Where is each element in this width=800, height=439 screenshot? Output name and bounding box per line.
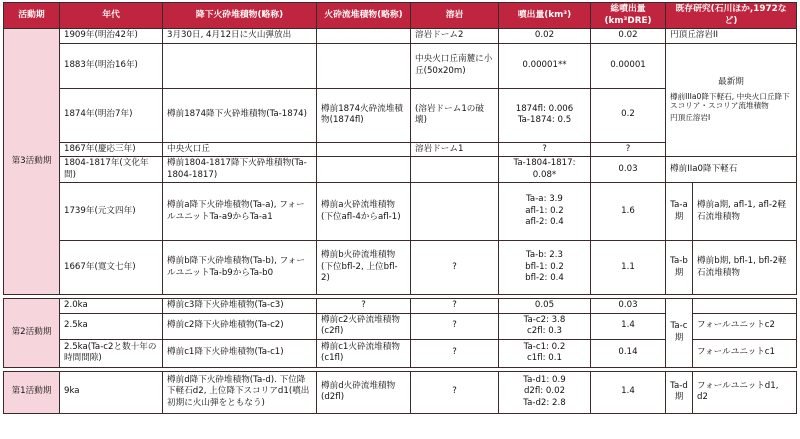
period-label: 第2活動期 [4,299,60,368]
cell-tephra: 樽前c1降下火砕堆積物(Ta-c1) [163,339,317,367]
col-header-total: 総噴出量(km³DRE) [591,3,666,29]
cell-flow: 樽前a火砕流堆積物(下位afl-4からafl-1) [317,183,411,241]
table-row [4,43,797,88]
cell-volume: ? [499,142,591,157]
cell-total: 0.2 [591,88,666,142]
col-header-lava: 溶岩 [411,3,499,29]
cell-flow: 樽前c1火砕流堆積物(c1fl) [317,339,411,367]
cell-volume: 0.02 [499,29,591,44]
cell-total: 1.4 [591,371,666,413]
eruption-history-table [3,2,797,414]
cell-volume: Ta-d1: 0.9 d2fl: 0.02 Ta-d2: 2.8 [499,371,591,413]
cell-tephra: 中央火口丘 [163,142,317,157]
col-header-prior-research: 既存研究(石川ほか,1972など) [666,3,797,29]
cell-age: 1874年(明治7年) [60,88,163,142]
cell-prior: 樽前b期, bfl-1, bfl-2軽石流堆積物 [693,241,797,295]
cell-total: ? [591,142,666,157]
cell-volume: 0.00001** [499,43,591,88]
cell-lava: ? [411,339,499,367]
cell-lava: 溶岩ドーム2 [411,29,499,44]
cell-prior [693,299,797,314]
cell-prior-group: Ta-d期 [666,371,693,413]
cell-volume: Ta-a: 3.9 afl-1: 0.2 afl-2: 0.4 [499,183,591,241]
cell-flow [317,43,411,88]
cell-total: 0.03 [591,299,666,314]
cell-age: 2.5ka [60,313,163,339]
cell-prior-group: Ta-c期 [666,299,693,368]
cell-flow: 樽前1874火砕流堆積物(1874fl) [317,88,411,142]
cell-lava: ? [411,313,499,339]
col-header-tephra: 降下火砕堆積物(略称) [163,3,317,29]
cell-prior: フォールユニットc1 [693,339,797,367]
cell-flow: 樽前c2火砕流堆積物(c2fl) [317,313,411,339]
cell-volume: Ta-1804-1817: 0.08* [499,157,591,183]
cell-prior: フォールユニットd1, d2 [693,371,797,413]
table-row [4,371,797,413]
table-row [4,157,797,183]
cell-flow: 樽前b火砕流堆積物(下位bfl-2, 上位bfl-2) [317,241,411,295]
cell-prior-group: Ta-a期 [666,183,693,241]
cell-age: 2.0ka [60,299,163,314]
prior-group-label: 最新期 [718,77,744,88]
cell-volume: 0.05 [499,299,591,314]
cell-tephra: 樽前c3降下火砕堆積物(Ta-c3) [163,299,317,314]
header-row [4,3,797,29]
cell-lava: ? [411,371,499,413]
cell-lava [411,157,499,183]
cell-total: 1.1 [591,241,666,295]
period-label: 第3活動期 [4,29,60,295]
cell-age: 1667年(寛文七年) [60,241,163,295]
cell-tephra: 樽前d降下火砕堆積物(Ta-d). 下位降下軽石d2, 上位降下スコリアd1(噴出初期に火山弾をともなう) [163,371,317,413]
cell-lava [411,183,499,241]
cell-total: 0.00001 [591,43,666,88]
cell-prior: 樽前IIa0降下軽石 [666,157,797,183]
cell-lava: ? [411,299,499,314]
cell-tephra: 樽前1874降下火砕堆積物(Ta-1874) [163,88,317,142]
prior-note: 樽前IIIa0降下軽石, 中央火口丘降下スコリア・スコリア流堆積物 [670,91,790,111]
eruption-history-table-container [3,2,796,414]
cell-total: 0.02 [591,29,666,44]
cell-flow: 樽前d火砕流堆積物(d2fl) [317,371,411,413]
cell-total: 1.6 [591,183,666,241]
cell-tephra: 樽前c2降下火砕堆積物(Ta-c2) [163,313,317,339]
cell-prior: フォールユニットc2 [693,313,797,339]
cell-age: 1883年(明治16年) [60,43,163,88]
cell-flow [317,157,411,183]
col-header-flow: 火砕流堆積物(略称) [317,3,411,29]
cell-age: 1739年(元文四年) [60,183,163,241]
cell-age: 1867年(慶応三年) [60,142,163,157]
col-header-volume: 噴出量(km³) [499,3,591,29]
col-header-period: 活動期 [4,3,60,29]
table-row [4,241,797,295]
period-label: 第1活動期 [4,371,60,413]
table-row [4,299,797,314]
cell-flow [317,142,411,157]
cell-lava: 溶岩ドーム1 [411,142,499,157]
cell-prior: 樽前a期, afl-1, afl-2軽石流堆積物 [693,183,797,241]
cell-age: 9ka [60,371,163,413]
cell-tephra: 樽前b降下火砕堆積物(Ta-b), フォールユニットTa-b9からTa-b0 [163,241,317,295]
cell-total: 0.03 [591,157,666,183]
cell-volume: Ta-b: 2.3 bfl-1: 0.2 bfl-2: 0.4 [499,241,591,295]
cell-flow [317,29,411,44]
cell-volume: Ta-c2: 3.8 c2fl: 0.3 [499,313,591,339]
cell-prior-group [666,43,797,157]
cell-volume: Ta-c1: 0.2 c1fl: 0.1 [499,339,591,367]
cell-age: 1909年(明治42年) [60,29,163,44]
cell-tephra [163,43,317,88]
table-row [4,183,797,241]
cell-lava: ? [411,241,499,295]
cell-lava: 中央火口丘南麓に小丘(50x20m) [411,43,499,88]
cell-tephra: 樽前a降下火砕堆積物(Ta-a), フォールユニットTa-a9からTa-a1 [163,183,317,241]
cell-lava: (溶岩ドーム1の破壊) [411,88,499,142]
cell-age: 2.5ka(Ta-c2と数十年の時間間隙) [60,339,163,367]
cell-total: 0.14 [591,339,666,367]
cell-tephra: 樽前1804-1817降下火砕堆積物(Ta-1804-1817) [163,157,317,183]
col-header-age: 年代 [60,3,163,29]
cell-age: 1804-1817年(文化年間) [60,157,163,183]
cell-flow: ? [317,299,411,314]
prior-note: 円頂丘溶岩I [670,112,711,122]
cell-prior: 円頂丘溶岩II [666,29,797,44]
table-row [4,29,797,44]
cell-tephra: 3月30日, 4月12日に火山弾放出 [163,29,317,44]
cell-total: 1.4 [591,313,666,339]
cell-prior-group: Ta-b期 [666,241,693,295]
cell-volume: 1874fl: 0.006 Ta-1874: 0.5 [499,88,591,142]
